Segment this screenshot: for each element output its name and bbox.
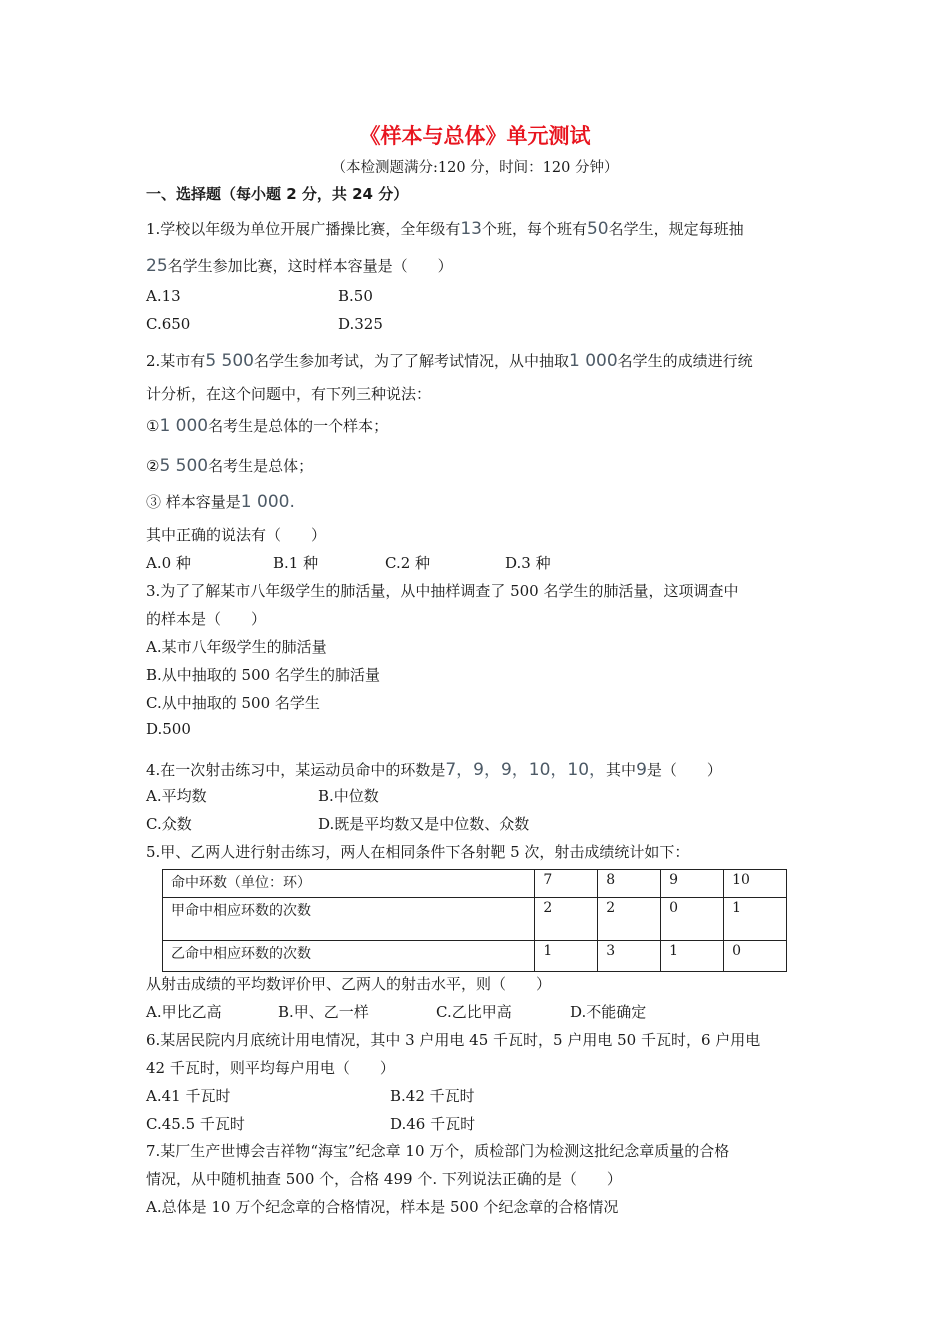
table-cell: 0	[661, 898, 724, 941]
table-row	[163, 941, 787, 972]
q2-prompt: 其中正确的说法有（ ）	[146, 526, 327, 544]
q3-line-1: 3.为了了解某市八年级学生的肺活量，从中抽样调查了 500 名学生的肺活量，这项调查中	[146, 582, 739, 600]
q5-line-1: 5.甲、乙两人进行射击练习，两人在相同条件下各射靶 5 次，射击成绩统计如下：	[146, 843, 690, 861]
section-heading: 一、选择题（每小题 2 分，共 24 分）	[146, 185, 409, 203]
q6-option-a: A.41 千瓦时	[146, 1087, 231, 1105]
q4-option-c: C.众数	[146, 815, 192, 833]
q2-line-2: 计分析，在这个问题中，有下列三种说法：	[146, 385, 432, 403]
table-row	[163, 898, 787, 941]
table-cell: 甲命中相应环数的次数	[163, 898, 535, 941]
q2-option-d: D.3 种	[505, 554, 551, 572]
table-cell: 7	[535, 870, 598, 898]
q1-option-d: D.325	[338, 315, 383, 333]
q6-option-d: D.46 千瓦时	[390, 1115, 476, 1133]
page-title: 《样本与总体》单元测试	[359, 124, 591, 148]
table-cell: 2	[535, 898, 598, 941]
table-cell: 命中环数（单位：环）	[163, 870, 535, 898]
q6-option-c: C.45.5 千瓦时	[146, 1115, 245, 1133]
q7-line-2: 情况，从中随机抽查 500 个，合格 499 个. 下列说法正确的是（ ）	[146, 1170, 622, 1188]
table-cell: 9	[661, 870, 724, 898]
q4-option-a: A.平均数	[146, 787, 207, 805]
q5-option-a: A.甲比乙高	[146, 1003, 222, 1021]
page-subtitle: （本检测题满分:120 分，时间：120 分钟）	[331, 160, 619, 176]
q2-option-b: B.1 种	[273, 554, 319, 572]
q4-option-b: B.中位数	[318, 787, 379, 805]
q4-line-1: 4.在一次射击练习中，某运动员命中的环数是7，9，9，10，10，其中9是（ ）	[146, 760, 722, 780]
table-cell: 乙命中相应环数的次数	[163, 941, 535, 972]
q3-option-c: C.从中抽取的 500 名学生	[146, 694, 320, 712]
table-cell: 2	[598, 898, 661, 941]
q2-statement-2: ②5 500名考生是总体；	[146, 456, 314, 476]
q5-line-2: 从射击成绩的平均数评价甲、乙两人的射击水平，则（ ）	[146, 975, 552, 993]
q6-line-2: 42 千瓦时，则平均每户用电（ ）	[146, 1059, 395, 1077]
q7-line-1: 7.某厂生产世博会吉祥物“海宝”纪念章 10 万个，质检部门为检测这批纪念章质量的合格	[146, 1142, 730, 1160]
table-cell: 1	[535, 941, 598, 972]
q2-line-1: 2.某市有5 500名学生参加考试，为了了解考试情况，从中抽取1 000名学生的成绩进行统	[146, 351, 753, 371]
q4-option-d: D.既是平均数又是中位数、众数	[318, 815, 530, 833]
q6-line-1: 6.某居民院内月底统计用电情况，其中 3 户用电 45 千瓦时，5 户用电 50 千瓦时，6 户用电	[146, 1031, 761, 1049]
q2-option-a: A.0 种	[146, 554, 191, 572]
q5-option-c: C.乙比甲高	[436, 1003, 512, 1021]
q1-line-1: 1.学校以年级为单位开展广播操比赛，全年级有13个班，每个班有50名学生，规定每班抽	[146, 219, 744, 239]
table-cell: 3	[598, 941, 661, 972]
q3-line-2: 的样本是（ ）	[146, 610, 267, 628]
q3-option-b: B.从中抽取的 500 名学生的肺活量	[146, 666, 380, 684]
table-cell: 8	[598, 870, 661, 898]
q1-option-c: C.650	[146, 315, 191, 333]
q2-statement-1: ①1 000名考生是总体的一个样本；	[146, 416, 389, 436]
q2-statement-3: ③ 样本容量是1 000.	[146, 492, 295, 512]
q1-option-b: B.50	[338, 287, 373, 305]
q3-option-d: D.500	[146, 720, 191, 738]
q1-option-a: A.13	[146, 287, 181, 305]
score-table	[162, 869, 787, 972]
table-cell: 1	[661, 941, 724, 972]
table-cell: 10	[724, 870, 787, 898]
q2-option-c: C.2 种	[385, 554, 431, 572]
q7-option-a: A.总体是 10 万个纪念章的合格情况，样本是 500 个纪念章的合格情况	[146, 1198, 619, 1216]
table-cell: 0	[724, 941, 787, 972]
q5-option-d: D.不能确定	[570, 1003, 647, 1021]
q6-option-b: B.42 千瓦时	[390, 1087, 475, 1105]
q1-line-2: 25名学生参加比赛，这时样本容量是（ ）	[146, 256, 453, 276]
q3-option-a: A.某市八年级学生的肺活量	[146, 638, 327, 656]
table-row	[163, 870, 787, 898]
table-cell: 1	[724, 898, 787, 941]
q5-option-b: B.甲、乙一样	[278, 1003, 369, 1021]
